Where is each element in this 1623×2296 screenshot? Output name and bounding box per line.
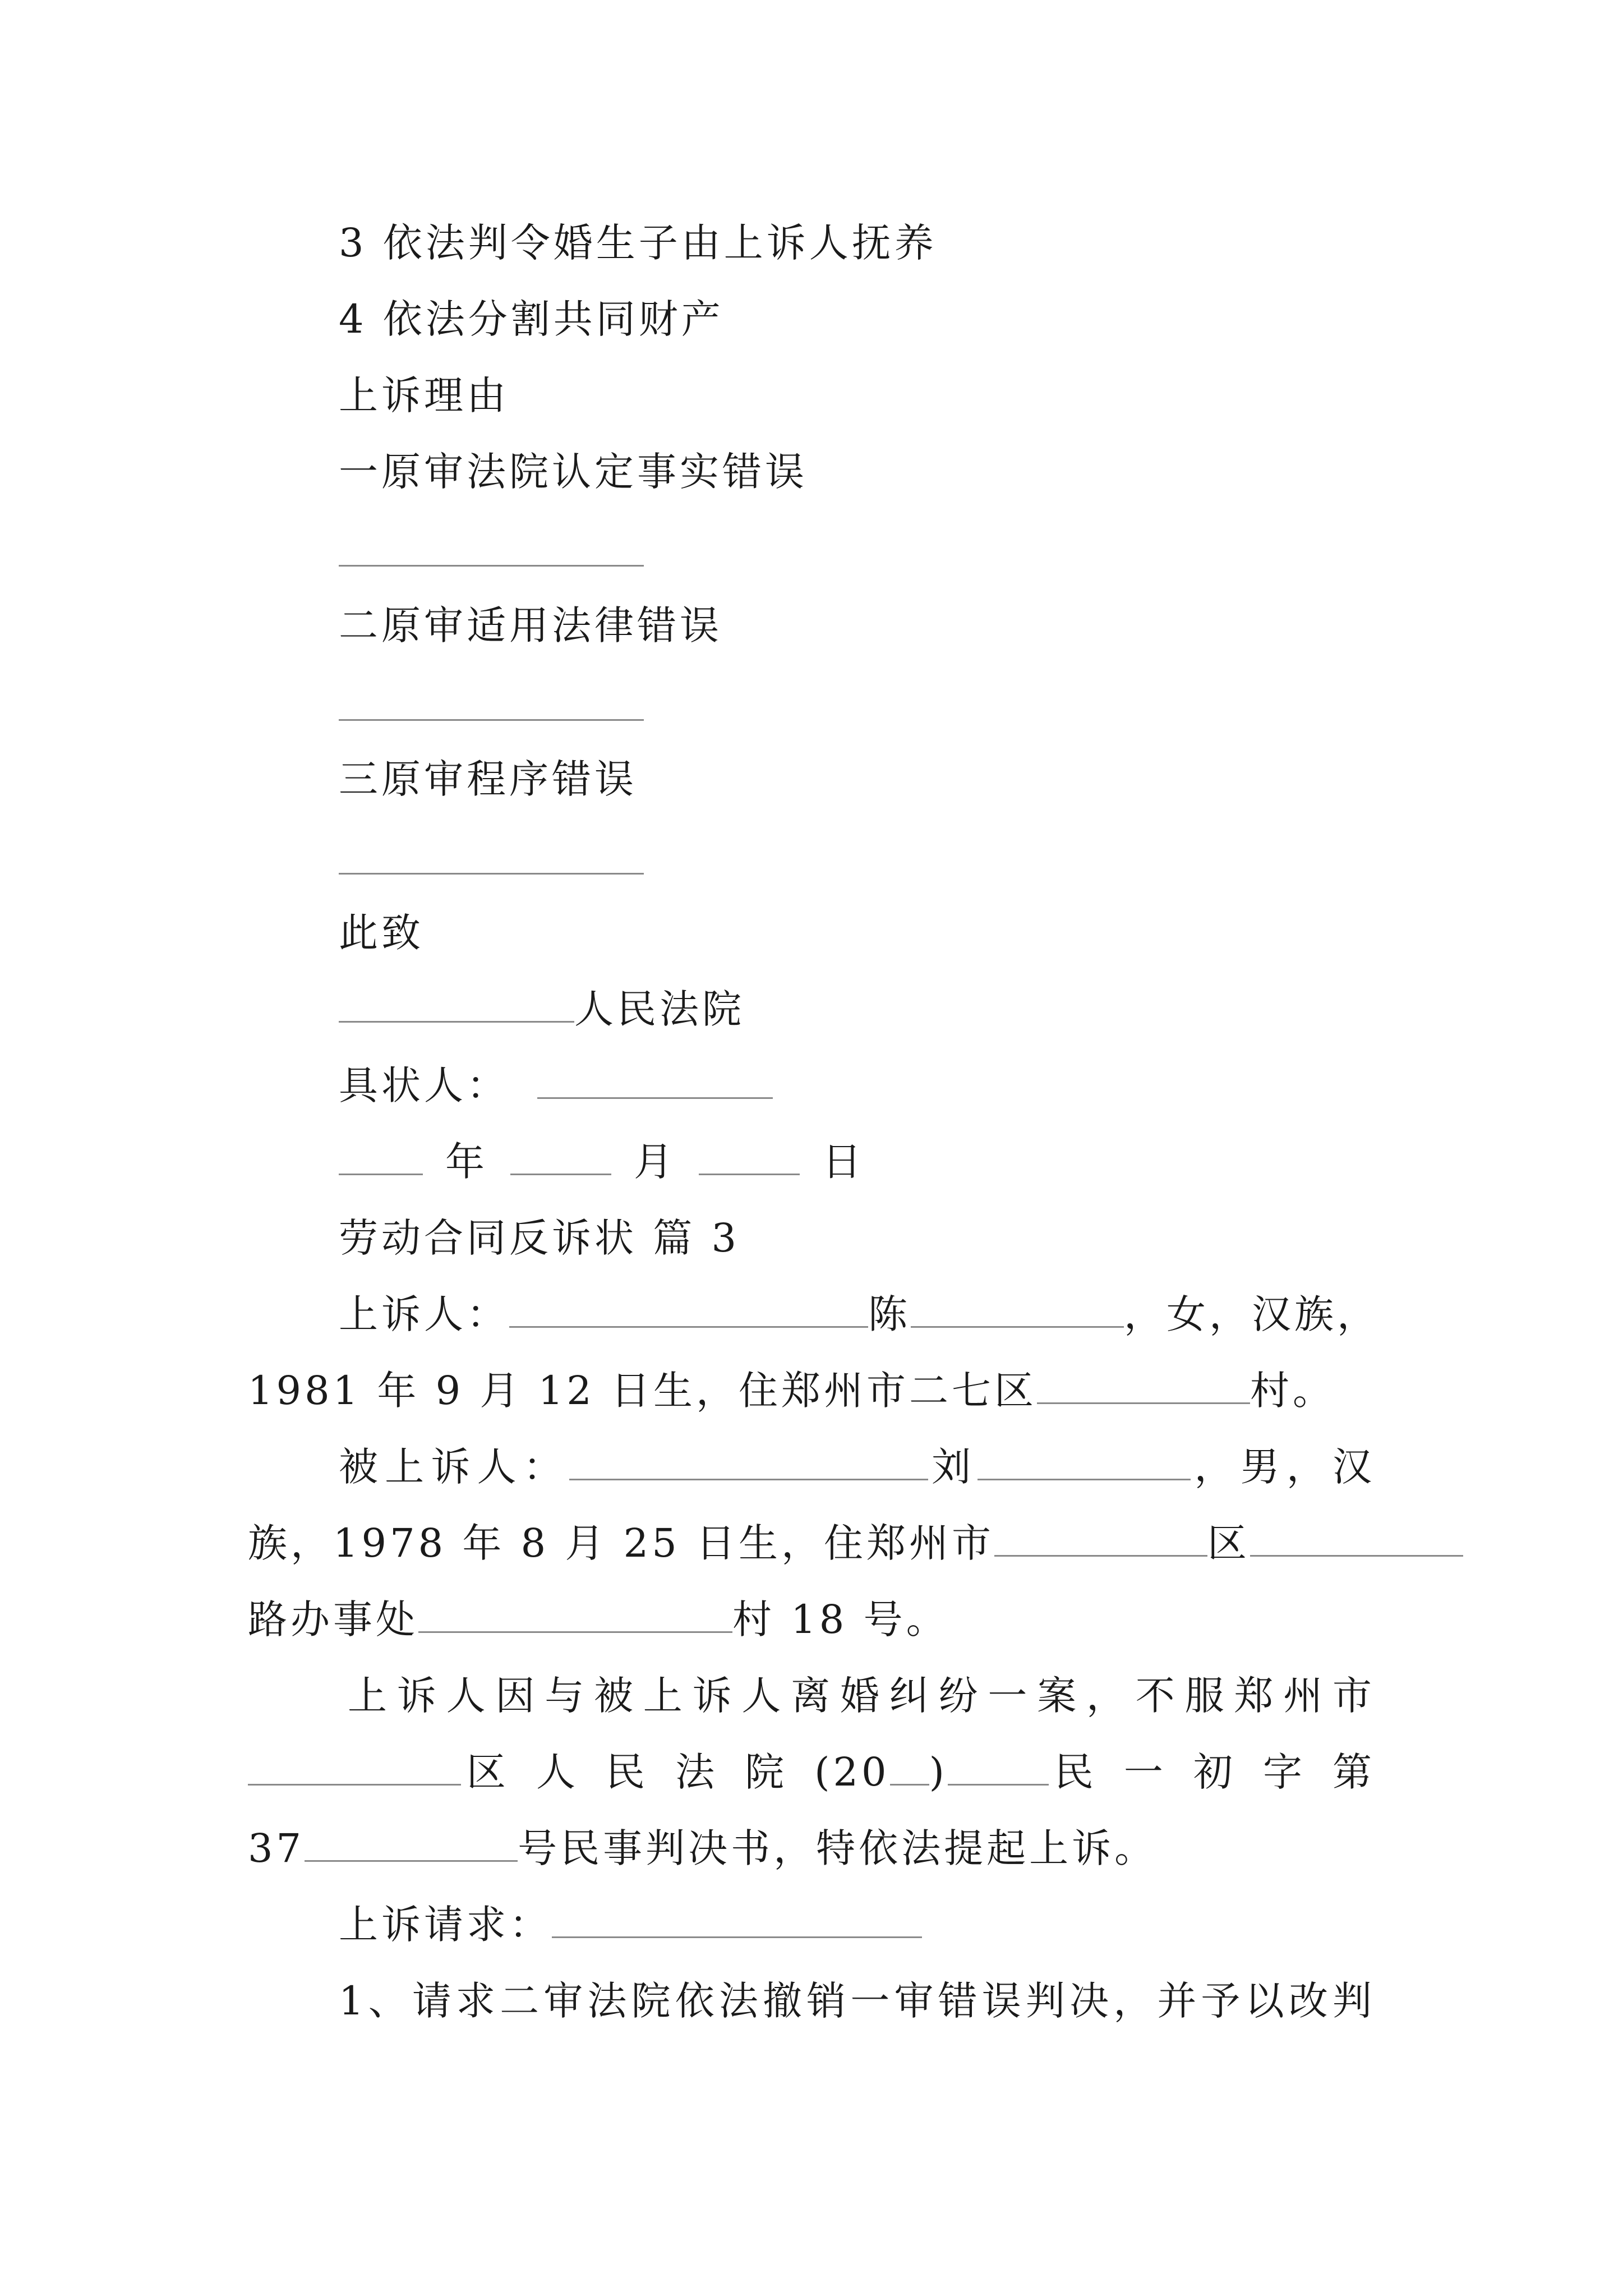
section-heading: 劳动合同反诉状 篇 3 [339, 1215, 740, 1261]
signer-label: 具状人： [339, 1062, 509, 1108]
blank-line [339, 719, 644, 721]
blank-field [248, 1751, 461, 1786]
request-label: 上诉请求： [339, 1902, 552, 1948]
reason-3: 三原审程序错误 [339, 756, 637, 802]
date-year-label: 年 [445, 1139, 488, 1185]
blank-field [699, 1141, 800, 1175]
case-paragraph-1: 上诉人因与被上诉人离婚纠纷一案，不服郑州市 [348, 1673, 1375, 1719]
appellee-desc: ，男，汉 [1191, 1444, 1376, 1490]
case-paragraph-2: 区 人 民 法 院 (20 ) 民 一 初 字 第 [248, 1747, 1375, 1797]
blank-field [1250, 1522, 1463, 1557]
appellee-line-1 [339, 1442, 1375, 1492]
reasons-heading: 上诉理由 [339, 372, 509, 418]
court-suffix: 人民法院 [574, 986, 745, 1032]
blank-field [305, 1828, 518, 1862]
appellant-line-1 [339, 1289, 1380, 1340]
blank-field [890, 1751, 929, 1786]
blank-field [537, 1065, 773, 1099]
blank-field [510, 1141, 611, 1175]
blank-field [994, 1522, 1207, 1557]
court-line [339, 984, 745, 1034]
signer-line [339, 1060, 773, 1111]
appellant-label: 上诉人： [339, 1291, 509, 1337]
salutation: 此致 [339, 910, 424, 956]
appellant-name: 陈 [868, 1291, 911, 1337]
appellant-line-2: 1981 年 9 月 12 日生，住郑州市二七区 村。 [248, 1368, 1336, 1414]
blank-field [1037, 1370, 1250, 1404]
appellee-name: 刘 [928, 1444, 978, 1490]
request-line [339, 1899, 922, 1950]
appellee-label: 被上诉人： [339, 1444, 569, 1490]
blank-field [552, 1904, 922, 1938]
blank-field [418, 1599, 732, 1633]
reason-2: 二原审适用法律错误 [339, 602, 722, 648]
date-day-label: 日 [822, 1139, 865, 1185]
blank-line [339, 565, 644, 567]
appellee-line-3: 路办事处 村 18 号。 [248, 1596, 949, 1642]
request-item-1: 1、请求二审法院依法撤销一审错误判决，并予以改判 [339, 1978, 1375, 2024]
case-paragraph-3: 37 号民事判决书，特依法提起上诉。 [248, 1825, 1158, 1871]
date-line [339, 1137, 865, 1187]
request-item-3: 3 依法判令婚生子由上诉人抚养 [339, 220, 937, 266]
blank-field [911, 1294, 1124, 1328]
blank-field [339, 1141, 423, 1175]
blank-field [509, 1294, 868, 1328]
date-month-label: 月 [634, 1139, 676, 1185]
blank-field [569, 1446, 928, 1480]
appellee-line-2: 族，1978 年 8 月 25 日生，住郑州市 区 [248, 1518, 1375, 1568]
appellant-desc: ，女，汉族， [1124, 1291, 1380, 1337]
blank-field [948, 1751, 1049, 1786]
blank-field [978, 1446, 1191, 1480]
blank-line [339, 873, 644, 875]
reason-1: 一原审法院认定事实错误 [339, 449, 808, 495]
blank-field [339, 988, 574, 1023]
request-item-4: 4 依法分割共同财产 [339, 296, 724, 342]
